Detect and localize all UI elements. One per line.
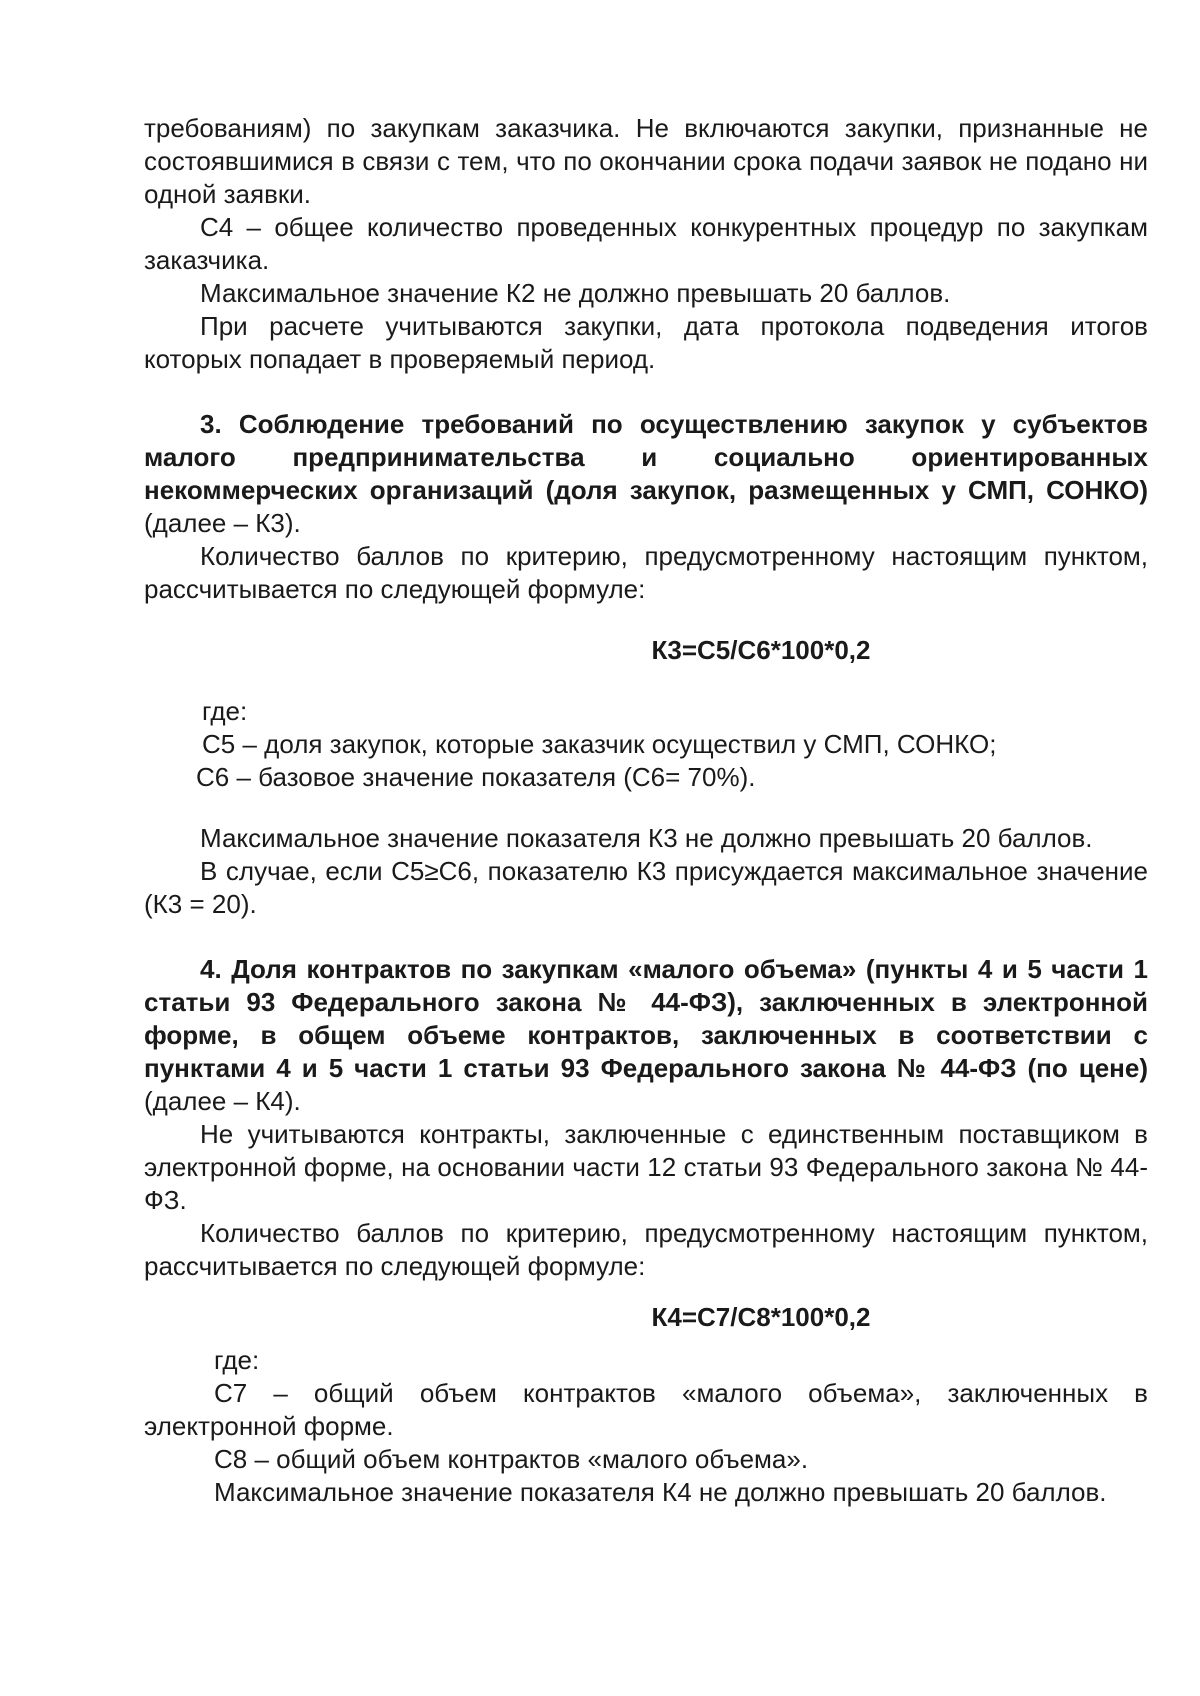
section-3-case: В случае, если С5≥С6, показателю К3 присуждается максимальное значение (К3 = 20). (144, 856, 1148, 919)
section-4-intro: Количество баллов по критерию, предусмотренному настоящим пунктом, рассчитывается по следующей формуле: (144, 1218, 1148, 1281)
section-3-heading-bold: 3. Соблюдение требований по осуществлению закупок у субъектов малого предпринимательства и социально ориентированных некоммерческих организаций (доля закупок, размещенных у СМП, СОНКО) (144, 409, 1148, 505)
definition-c5: С5 – доля закупок, которые заказчик осуществил у СМП, СОНКО; (202, 729, 997, 759)
section-3-intro: Количество баллов по критерию, предусмотренному настоящим пунктом, рассчитывается по следующей формуле: (144, 541, 1148, 604)
formula-k4: К4=С7/С8*100*0,2 (651, 1302, 871, 1332)
definition-c6: С6 – базовое значение показателя (С6= 70%). (196, 762, 756, 792)
paragraph-c4-definition: С4 – общее количество проведенных конкурентных процедур по закупкам заказчика. (144, 212, 1148, 275)
section-3-max: Максимальное значение показателя К3 не должно превышать 20 баллов. (200, 823, 1093, 853)
section-3-heading-tail: (далее – К3). (144, 508, 301, 538)
document-page (144, 112, 1148, 1509)
paragraph-calculation-note: При расчете учитываются закупки, дата протокола подведения итогов которых попадает в проверяемый период. (144, 311, 1148, 374)
section-4-where: где: (214, 1345, 260, 1375)
paragraph-continuation: требованиям) по закупкам заказчика. Не включаются закупки, признанные не состоявшимися в связи с тем, что по окончании срока подачи заявок не подано ни одной заявки. (144, 113, 1148, 209)
section-4-max: Максимальное значение показателя К4 не должно превышать 20 баллов. (214, 1477, 1107, 1507)
section-4-heading-bold: 4. Доля контрактов по закупкам «малого объема» (пункты 4 и 5 части 1 статьи 93 Федерального закона № 44-ФЗ), заключенных в электронной форме, в общем объеме контрактов, заключенных в соответствии с пунктами 4 и 5 части 1 статьи 93 Федерального закона № 44-ФЗ (по цене) (144, 954, 1148, 1083)
section-4-exclusion: Не учитываются контракты, заключенные с единственным поставщиком в электронной форме, на основании части 12 статьи 93 Федерального закона № 44-ФЗ. (144, 1119, 1148, 1215)
formula-k3: К3=С5/С6*100*0,2 (651, 635, 871, 665)
definition-c7: С7 – общий объем контрактов «малого объема», заключенных в электронной форме. (144, 1378, 1148, 1441)
section-3-where: где: (202, 696, 248, 726)
definition-c8: С8 – общий объем контрактов «малого объема». (214, 1444, 809, 1474)
paragraph-k2-max: Максимальное значение К2 не должно превышать 20 баллов. (200, 278, 951, 308)
section-3-heading (144, 408, 1148, 540)
section-4-heading-tail: (далее – К4). (144, 1086, 301, 1116)
section-4-heading (144, 953, 1148, 1118)
